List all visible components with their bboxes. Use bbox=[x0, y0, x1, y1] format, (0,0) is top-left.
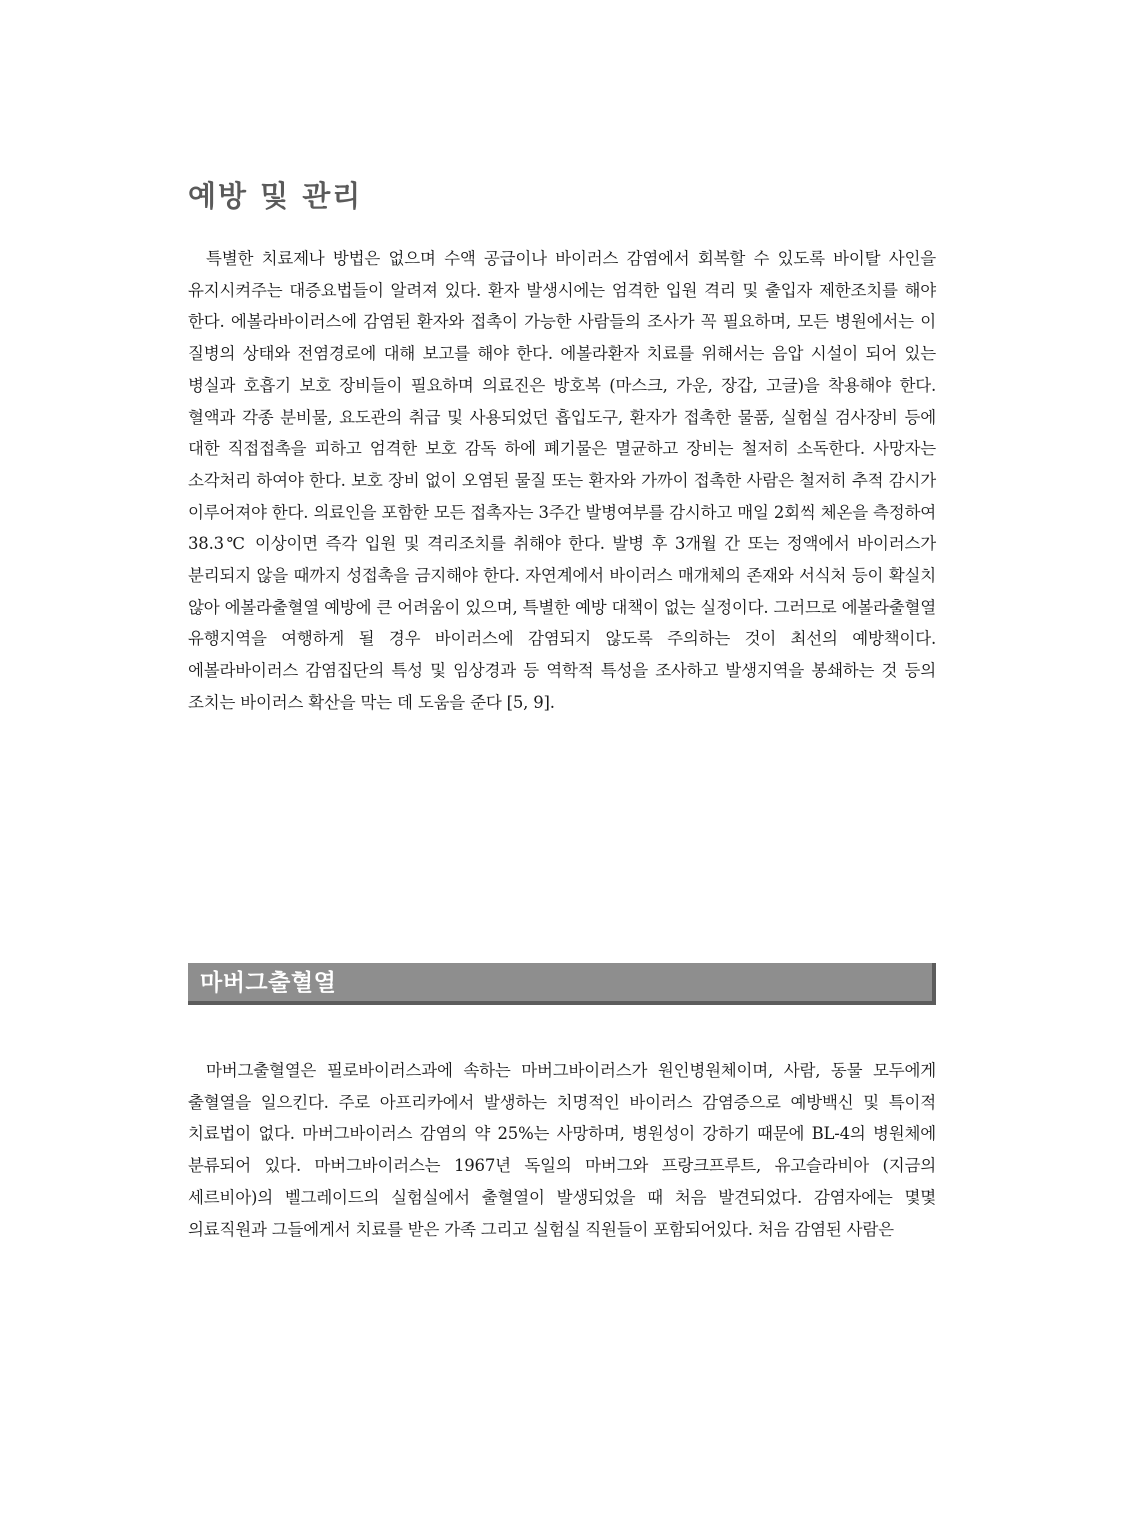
section-heading-marburg: 마버그출혈열 bbox=[200, 970, 337, 996]
section-banner-marburg bbox=[188, 963, 936, 1005]
document-page bbox=[188, 0, 936, 1514]
paragraph-marburg: 마버그출혈열은 필로바이러스과에 속하는 마버그바이러스가 원인병원체이며, 사람, 동물 모두에게 출혈열을 일으킨다. 주로 아프리카에서 발생하는 치명적인 바이러스 감염증으로 예방백신 및 특이적 치료법이 없다. 마버그바이러스 감염의 약 25%는 사망하며, 병원성이 강하기 때문에 BL-4의 병원체에 분류되어 있다. 마버그바이러스는 1967년 독일의 마버그와 프랑크프루트, 유고슬라비아 (지금의 세르비아)의 벨그레이드의 실험실에서 출혈열이 발생되었을 때 처음 발견되었다. 감염자에는 몇몇 의료직원과 그들에게서 치료를 받은 가족 그리고 실험실 직원들이 포함되어있다. 처음 감염된 사람은 bbox=[188, 1061, 936, 1239]
paragraph-prevention: 특별한 치료제나 방법은 없으며 수액 공급이나 바이러스 감염에서 회복할 수 있도록 바이탈 사인을 유지시켜주는 대증요법들이 알려져 있다. 환자 발생시에는 엄격한 입원 격리 및 출입자 제한조치를 해야 한다. 에볼라바이러스에 감염된 환자와 접촉이 가능한 사람들의 조사가 꼭 필요하며, 모든 병원에서는 이 질병의 상태와 전염경로에 대해 보고를 해야 한다. 에볼라환자 치료를 위해서는 음압 시설이 되어 있는 병실과 호흡기 보호 장비들이 필요하며 의료진은 방호복 (마스크, 가운, 장갑, 고글)을 착용해야 한다. 혈액과 각종 분비물, 요도관의 취급 및 사용되었던 흡입도구, 환자가 접촉한 물품, 실험실 검사장비 등에 대한 직접접촉을 피하고 엄격한 보호 감독 하에 폐기물은 멸균하고 장비는 철저히 소독한다. 사망자는 소각처리 하여야 한다. 보호 장비 없이 오염된 물질 또는 환자와 가까이 접촉한 사람은 철저히 추적 감시가 이루어져야 한다. 의료인을 포함한 모든 접촉자는 3주간 발병여부를 감시하고 매일 2회씩 체온을 측정하여 38.3℃ 이상이면 즉각 입원 및 격리조치를 취해야 한다. 발병 후 3개월 간 또는 정액에서 바이러스가 분리되지 않을 때까지 성접촉을 금지해야 한다. 자연계에서 바이러스 매개체의 존재와 서식처 등이 확실치 않아 에볼라출혈열 예방에 큰 어려움이 있으며, 특별한 예방 대책이 없는 실정이다. 그러므로 에볼라출혈열 유행지역을 여행하게 될 경우 바이러스에 감염되지 않도록 주의하는 것이 최선의 예방책이다. 에볼라바이러스 감염집단의 특성 및 임상경과 등 역학적 특성을 조사하고 발생지역을 봉쇄하는 것 등의 조치는 바이러스 확산을 막는 데 도움을 준다 [5, 9]. bbox=[188, 249, 936, 712]
section-heading-prevention: 예방 및 관리 bbox=[188, 179, 363, 213]
